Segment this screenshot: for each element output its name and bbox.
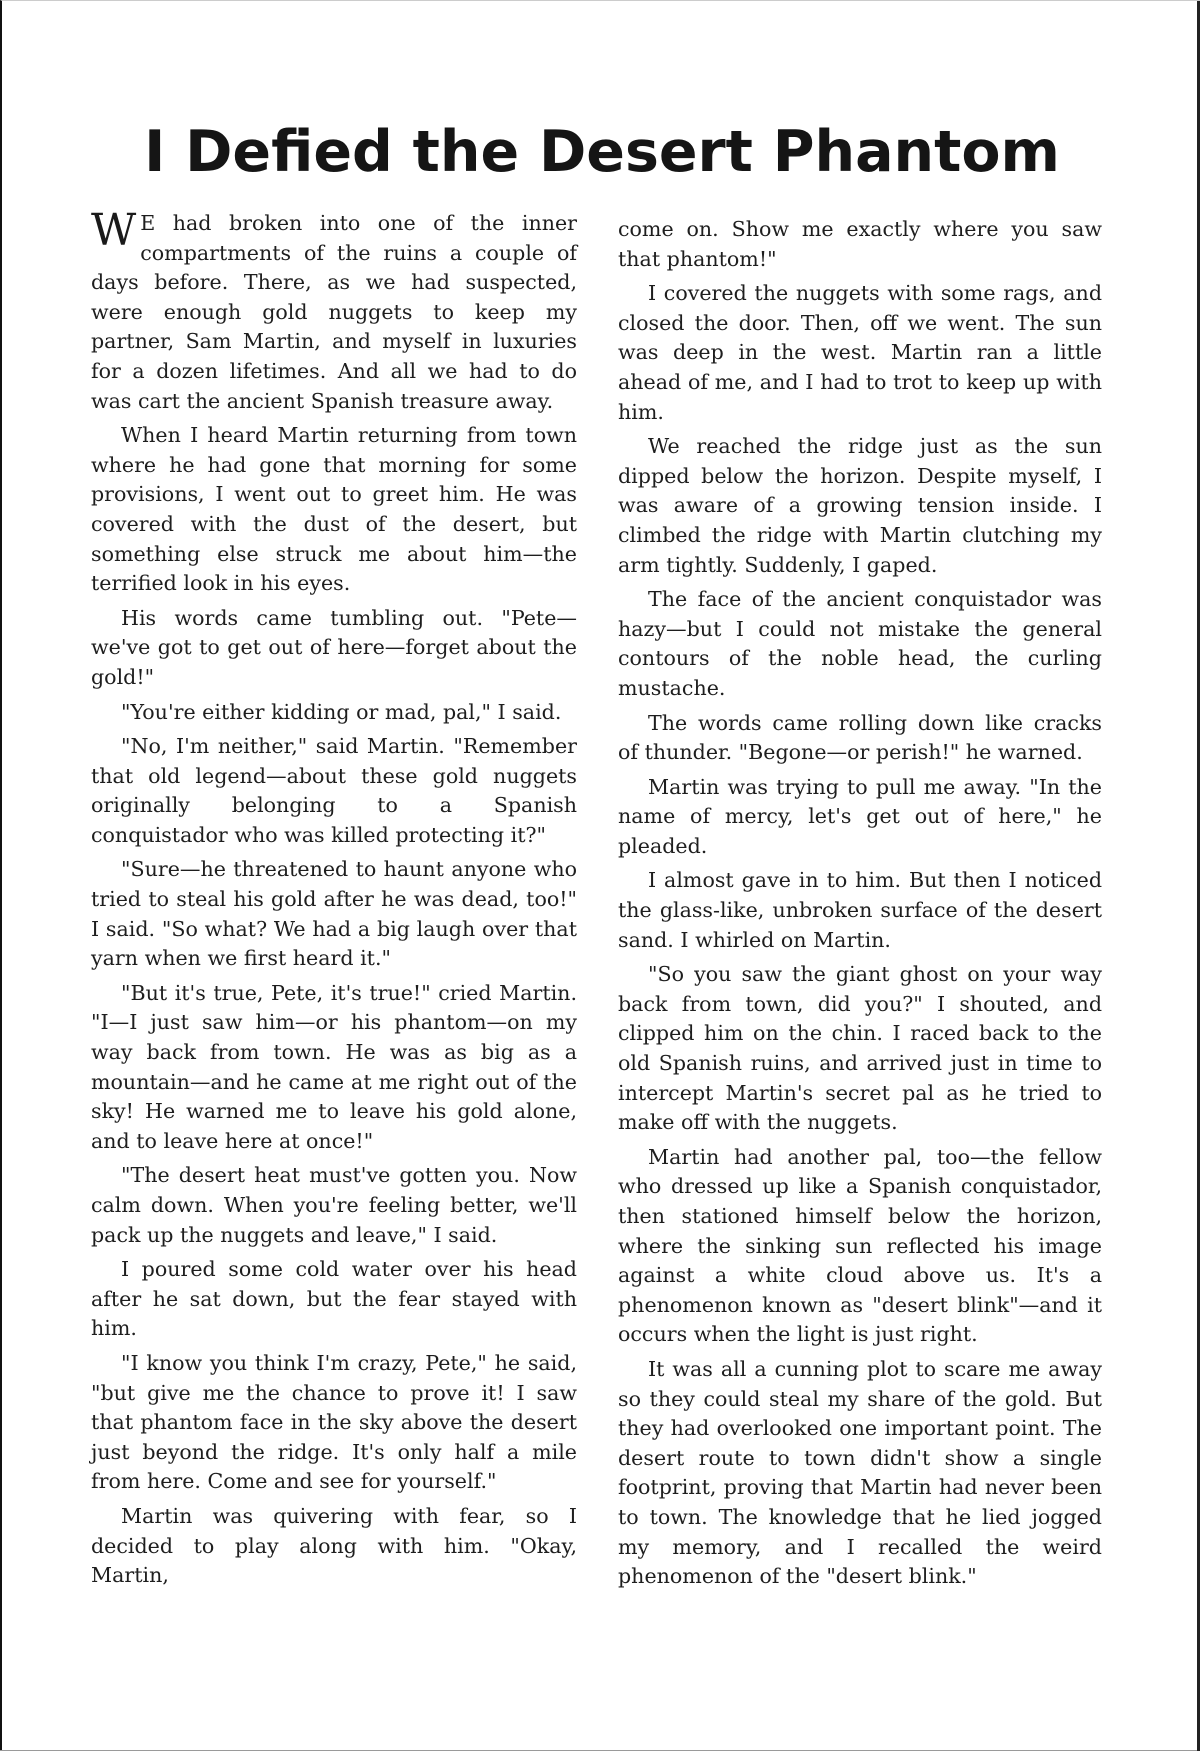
paragraph: "I know you think I'm crazy, Pete," he said, "but give me the chance to prove it! I saw that phantom face in the sky above the desert just beyond the ridge. It's only half a mile from here. Come and see for yourself."	[91, 1350, 577, 1494]
paragraph: "No, I'm neither," said Martin. "Remember that old legend—about these gold nuggets originally belonging to a Spanish conquistador who was killed protecting it?"	[91, 734, 577, 847]
paragraph: "The desert heat must've gotten you. Now calm down. When you're feeling better, we'll pack up the nuggets and leave," I said.	[91, 1163, 577, 1247]
paragraph: When I heard Martin returning from town where he had gone that morning for some provisions, I went out to greet him. He was covered with the dust of the desert, but something else struck me about him—the terrified look in his eyes.	[91, 423, 577, 596]
paragraph: "You're either kidding or mad, pal," I said.	[121, 699, 562, 724]
paragraph: Martin was trying to pull me away. "In the name of mercy, let's get out of here," he pleaded.	[618, 774, 1102, 858]
paragraph: "So you saw the giant ghost on your way back from town, did you?" I shouted, and clipped him on the chin. I raced back to the old Spanish ruins, and arrived just in time to intercept Martin's secret pal as he tried to make off with the nuggets.	[618, 962, 1102, 1135]
paragraph: We reached the ridge just as the sun dipped below the horizon. Despite myself, I was aware of a growing tension inside. I climbed the ridge with Martin clutching my arm tightly. Suddenly, I gaped.	[618, 434, 1102, 577]
paragraph: "Sure—he threatened to haunt anyone who tried to steal his gold after he was dead, too!" I said. "So what? We had a big laugh over that yarn when we first heard it."	[91, 857, 577, 971]
right-column	[618, 215, 1102, 1597]
paragraph	[91, 205, 577, 416]
paragraph: His words came tumbling out. "Pete—we've got to get out of here—forget about the gold!"	[91, 605, 577, 689]
article-title: I Defied the Desert Phantom	[144, 119, 1060, 185]
paragraph: "But it's true, Pete, it's true!" cried Martin. "I—I just saw him—or his phantom—on my way back from town. He was as big as a mountain—and he came at me right out of the sky! He warned me to leave his gold alone, and to leave here at once!"	[91, 980, 577, 1153]
paragraph: The words came rolling down like cracks of thunder. "Begone—or perish!" he warned.	[618, 710, 1102, 765]
paragraph: come on. Show me exactly where you saw that phantom!"	[618, 217, 1102, 271]
drop-cap: W	[91, 205, 137, 256]
paragraph-text: E had broken into one of the inner compartments of the ruins a couple of days before. There, as we had suspected, were enough gold nuggets to keep my partner, Sam Martin, and myself in luxuries for a dozen lifetimes. And all we had to do was cart the ancient Spanish treasure away.	[91, 211, 577, 413]
paragraph: Martin had another pal, too—the fellow who dressed up like a Spanish conquistador, then stationed himself below the horizon, where the sinking sun reflected his image against a white cloud above us. It's a phenomenon known as "desert blink"—and it occurs when the light is just right.	[618, 1144, 1102, 1347]
paragraph: I poured some cold water over his head after he sat down, but the fear stayed with him.	[91, 1257, 577, 1341]
paragraph: The face of the ancient conquistador was hazy—but I could not mistake the general contours of the noble head, the curling mustache.	[618, 587, 1102, 700]
left-column	[91, 205, 577, 1596]
paragraph: Martin was quivering with fear, so I decided to play along with him. "Okay, Martin,	[91, 1503, 577, 1588]
paragraph: I almost gave in to him. But then I noticed the glass-like, unbroken surface of the desert sand. I whirled on Martin.	[618, 868, 1102, 952]
paragraph: It was all a cunning plot to scare me away so they could steal my share of the gold. But they had overlooked one important point. The desert route to town didn't show a single footprint, proving that Martin had never been to town. The knowledge that he lied jogged my memory, and I recalled the weird phenomenon of the "desert blink."	[618, 1356, 1102, 1589]
paragraph: I covered the nuggets with some rags, and closed the door. Then, off we went. The sun was deep in the west. Martin ran a little ahead of me, and I had to trot to keep up with him.	[618, 281, 1102, 424]
